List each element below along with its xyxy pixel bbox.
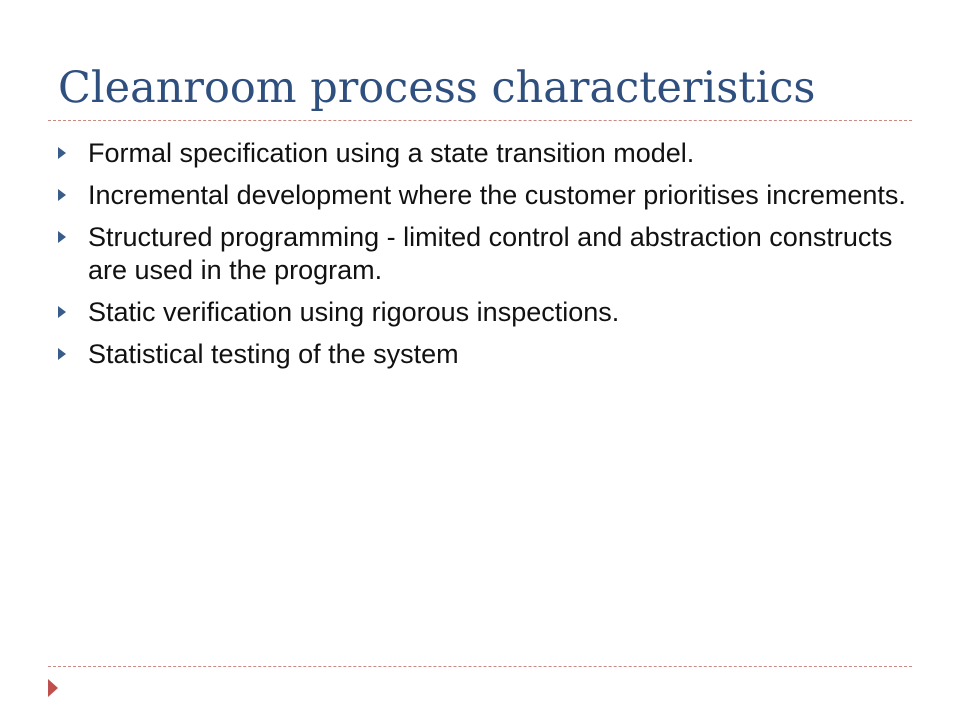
bullet-item (58, 221, 918, 287)
bullet-item (58, 137, 918, 170)
bullet-item (58, 338, 918, 371)
triangle-bullet-icon (58, 231, 66, 243)
bullet-text: Formal specification using a state transition model. (88, 138, 695, 168)
bullet-list (58, 137, 918, 380)
title-divider (48, 120, 912, 121)
slide-title: Cleanroom process characteristics (58, 63, 816, 113)
triangle-bullet-icon (58, 147, 66, 159)
triangle-bullet-icon (58, 306, 66, 318)
footer-triangle-icon (48, 679, 58, 697)
bullet-item (58, 179, 918, 212)
footer-divider (48, 666, 912, 667)
triangle-bullet-icon (58, 348, 66, 360)
bullet-text: Structured programming - limited control and abstraction constructs are used in the program. (88, 222, 893, 285)
bullet-text: Static verification using rigorous inspections. (88, 297, 620, 327)
bullet-item (58, 296, 918, 329)
bullet-text: Statistical testing of the system (88, 339, 459, 369)
triangle-bullet-icon (58, 189, 66, 201)
bullet-text: Incremental development where the customer prioritises increments. (88, 180, 906, 210)
